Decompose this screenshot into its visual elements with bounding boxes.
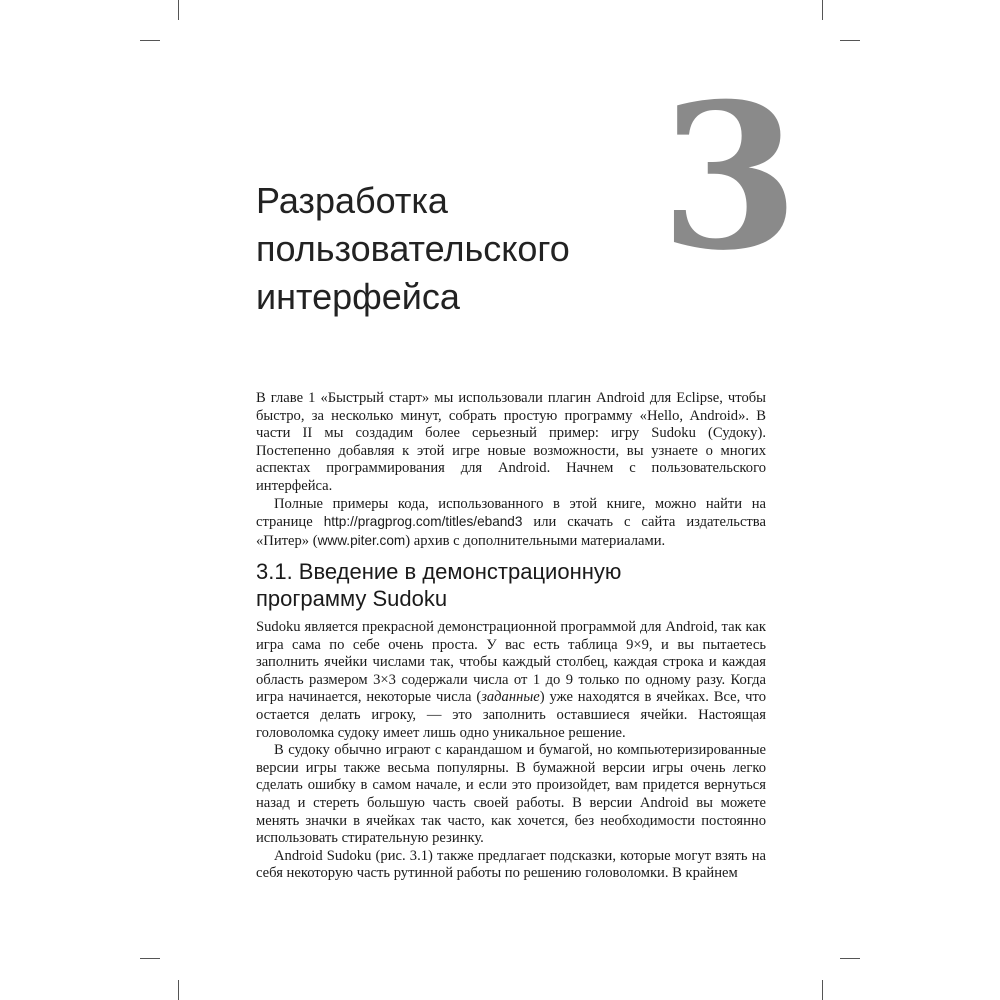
text-span: ) архив с дополнительными материалами. xyxy=(405,532,666,549)
crop-mark-top-right xyxy=(822,0,823,20)
section-paragraph: Android Sudoku (рис. 3.1) также предлагает подсказки, которые могут взять на себя некоторую часть рутинной работы по решению головоломки. В крайнем xyxy=(256,847,766,882)
text-span: Sudoku является прекрасной демонстрационной программой для Android, так как игра сама по себе очень проста. У вас есть таблица 9×9, и вы пытаетесь заполнить ячейки числами так, чтобы каждый столбец, каждая строка и каждая область размером 3×3 содержали числа от 1 до 9 только по одному разу. Когда игра начинается, некоторые числа ( xyxy=(256,619,766,706)
intro-text xyxy=(256,390,766,550)
intro-paragraph-links xyxy=(256,496,766,551)
crop-mark-bottom-right xyxy=(822,980,823,1000)
pragprog-link[interactable]: http://pragprog.com/titles/eband3 xyxy=(323,514,523,530)
chapter-number: 3 xyxy=(660,60,796,295)
piter-link[interactable]: www.piter.com xyxy=(317,532,406,548)
crop-mark-right-top xyxy=(840,40,860,41)
text-span: ) уже находятся в ячейках. Все, что остается делать игроку, — это заполнить оставшиеся ячейки. Настоящая головоломка судоку имеет лишь одно уникальное решение. xyxy=(256,689,766,741)
crop-mark-bottom-left xyxy=(178,980,179,1000)
chapter-title-line: интерфейса xyxy=(256,276,460,317)
section-paragraph xyxy=(256,619,766,742)
crop-mark-right-bottom xyxy=(840,958,860,959)
section-heading xyxy=(256,558,766,612)
intro-paragraph: В главе 1 «Быстрый старт» мы использовали плагин Android для Eclipse, чтобы быстро, за несколько минут, собрать простую программу «Hello, Android». В части II мы создадим более серьезный пример: игру Sudoku (Судоку). Постепенно добавляя к этой игре новые возможности, вы узнаете о многих аспектах программирования для Android. Начнем с пользовательского интерфейса. xyxy=(256,390,766,494)
section-heading-line: программу Sudoku xyxy=(256,586,448,611)
crop-mark-top-left xyxy=(178,0,179,20)
section-heading-line: 3.1. Введение в демонстрационную xyxy=(256,559,622,584)
emphasis: заданные xyxy=(481,689,540,706)
text-span: или скачать с сайта издательства «Питер» ( xyxy=(256,514,766,549)
section-text xyxy=(256,619,766,883)
crop-mark-left-bottom xyxy=(140,958,160,959)
section-paragraph: В судоку обычно играют с карандашом и бумагой, но компьютеризированные версии игры также весьма популярны. В бумажной версии игры очень легко сделать ошибку в самом начале, и если это произойдет, вам придется вернуться назад и стереть большую часть своей работы. В версии Android вы можете менять значки в ячейках так часто, как хочется, без необходимости постоянно использовать стирательную резинку. xyxy=(256,742,766,847)
chapter-title-line: пользовательского xyxy=(256,228,570,269)
chapter-title-line: Разработка xyxy=(256,180,448,221)
chapter-title xyxy=(256,177,656,321)
crop-mark-left-top xyxy=(140,40,160,41)
text-span: Полные примеры кода, использованного в этой книге, можно найти на странице xyxy=(256,495,766,531)
